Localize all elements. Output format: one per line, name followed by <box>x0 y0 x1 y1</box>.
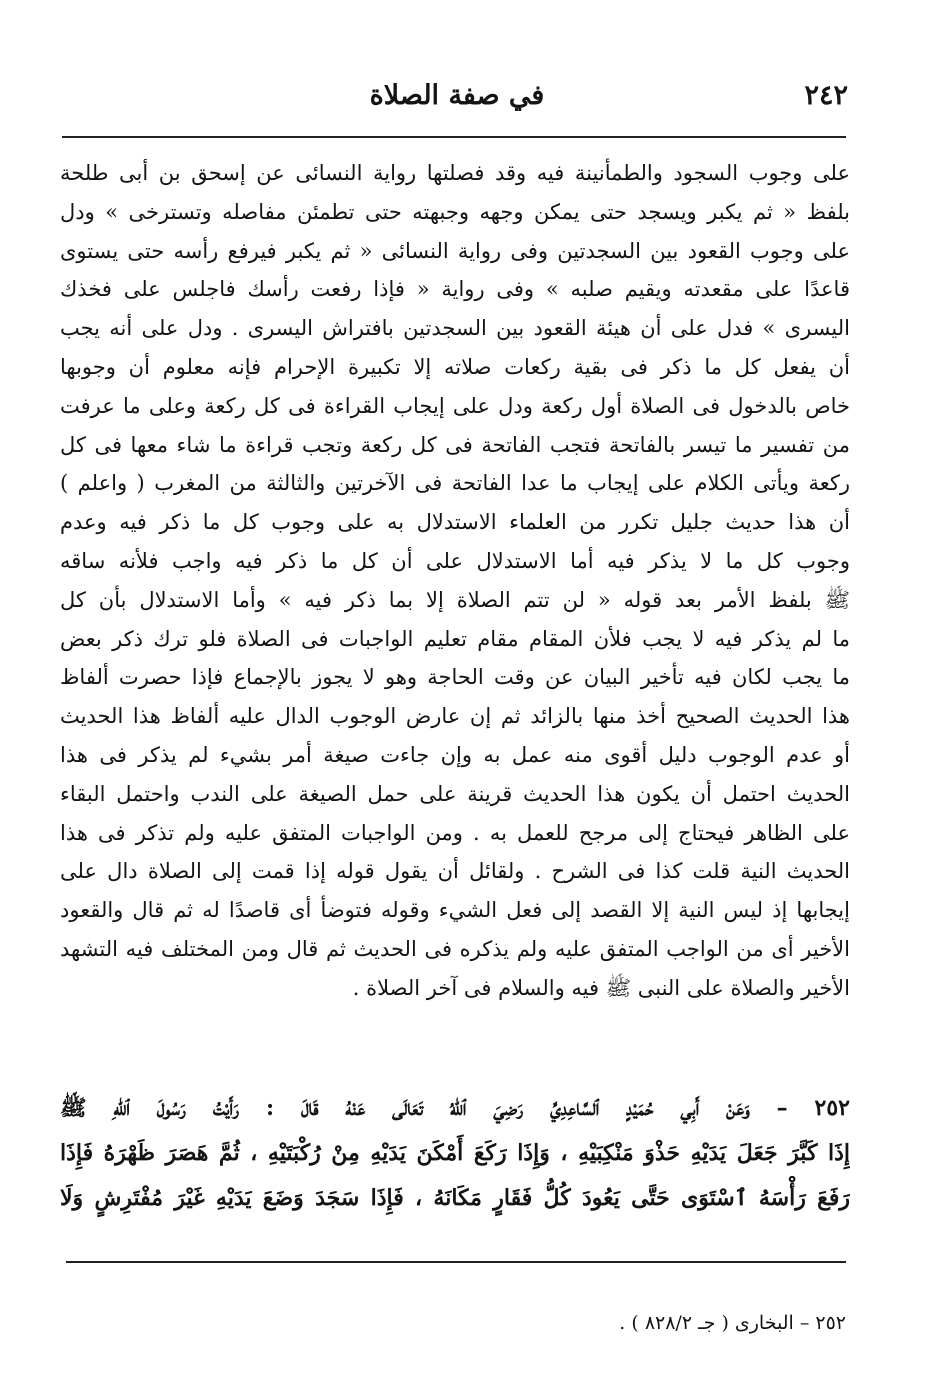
text-line: الأخير والصلاة على النبى ﷺ فيه والسلام فى آخر الصلاة . <box>352 975 850 1000</box>
text-line: هذا الحديث الصحيح أخذ منها بالزائد ثم إن عارض الوجوب الدال عليه ألفاظ هذا الحديث <box>60 704 850 729</box>
hadith-line: ٢٥٢ – وَعَنْ أَبِي حُمَيْدٍ ٱلسَّاعِدِيِّ رَضِيَ ٱللّٰهُ تَعَالَى عَنْهُ قَالَ : رَأَيْتُ رَسُولَ ٱللّٰهِ ﷺ <box>60 1095 850 1121</box>
text-line: إيجابها إذ ليس النية إلا القصد إلى فعل الشيء وقوله فتوضأ أى قاصدًا له ثم قال والقعود <box>60 898 850 923</box>
text-line: أو عدم الوجوب دليل أقوى منه عمل به وإن جاءت صيغة أمر بشيء لم يذكر فى هذا <box>60 742 850 767</box>
text-line: اليسرى » فدل على أن هيئة القعود بين السجدتين بافتراش اليسرى . ودل على أنه يجب <box>60 316 850 341</box>
text-line: بلفظ « ثم يكبر ويسجد حتى يمكن وجهه وجبهته حتى تطمئن مفاصله وتسترخى » ودل <box>60 199 850 224</box>
text-line: ما لم يذكر فيه لا يجب فلأن المقام مقام تعليم الواجبات فى الصلاة فلو ترك ذكر بعض <box>60 626 850 651</box>
hadith-text <box>60 1086 850 1221</box>
text-line: الحديث النية قلت كذا فى الشرح . ولقائل أن يقول قوله إذا قمت إلى الصلاة دال على <box>60 859 850 884</box>
text-line: ما يجب لكان فيه تأخير البيان عن وقت الحاجة وهو لا يجوز بالإجماع فإذا حصرت ألفاظ <box>60 665 850 690</box>
text-line: على الظاهر فيحتاج إلى مرجح للعمل به . ومن الواجبات المتفق عليه ولم تذكر فى هذا <box>60 820 850 845</box>
commentary-text <box>60 154 850 1008</box>
text-line: من تفسير ما تيسر بالفاتحة فتجب الفاتحة فى كل ركعة وتجب قراءة ما شاء معها فى كل <box>60 432 850 457</box>
header-divider <box>62 136 846 138</box>
page-number: ٢٤٢ <box>804 80 848 111</box>
text-line: الأخير أى من الواجب المتفق عليه ولم يذكره فى الحديث ثم قال ومن المختلف فيه التشهد <box>60 936 850 961</box>
text-line: ركعة ويأتى الكلام على إيجاب ما عدا الفاتحة فى الآخرتين والثالثة من المغرب ( واعلم ) <box>60 471 850 496</box>
text-line: ﷺ بلفظ الأمر بعد قوله « لن تتم الصلاة إلا بما ذكر فيه » وأما الاستدلال بأن كل <box>60 587 850 612</box>
page-header <box>66 78 848 122</box>
text-line: على وجوب القعود بين السجدتين وفى رواية النسائى « ثم يكبر فيرفع رأسه حتى يستوى <box>60 238 850 263</box>
running-title: في صفة الصلاة <box>369 80 545 111</box>
text-line: قاعدًا على مقعدته ويقيم صلبه » وفى رواية « فإذا رفعت رأسك فاجلس على فخذك <box>60 277 850 302</box>
text-line: على وجوب السجود والطمأنينة فيه وقد فصلتها رواية النسائى عن إسحق بن أبى طلحة <box>60 161 850 185</box>
hadith-line: إِذَا كَبَّرَ جَعَلَ يَدَيْهِ حَذْوَ مَنْكِبَيْهِ ، وَإِذَا رَكَعَ أَمْكَنَ يَدَيْهِ مِنْ رُكْبَتَيْهِ ، ثُمَّ هَصَرَ ظَهْرَهُ فَإِذَا <box>60 1140 850 1166</box>
footnote: ٢٥٢ – البخارى ( جـ ٨٢٨/٢ ) . <box>619 1312 846 1334</box>
text-line: خاص بالدخول فى الصلاة أول ركعة ودل على إيجاب القراءة فى كل ركعة وعلى ما عرفت <box>60 393 850 418</box>
text-line: أن هذا حديث جليل تكرر من العلماء الاستدلال به على وجوب كل ما ذكر فيه وعدم <box>60 510 850 535</box>
text-line: أن يفعل كل ما ذكر فى بقية ركعات صلاته إلا تكبيرة الإحرام فإنه معلوم أن وجوبها <box>60 354 850 379</box>
text-line: وجوب كل ما لا يذكر فيه أما الاستدلال على أن كل ما ذكر فيه واجب فلأنه ساقه <box>60 548 850 573</box>
hadith-line: رَفَعَ رَأْسَهُ ٱسْتَوَى حَتَّى يَعُودَ كُلُّ فَقَارٍ مَكَانَهُ ، فَإِذَا سَجَدَ وَضَعَ يَدَيْهِ غَيْرَ مُفْتَرِشٍ وَلَا <box>60 1185 850 1211</box>
footnote-divider <box>66 1261 846 1263</box>
text-line: الحديث احتمل أن يكون هذا الحديث قرينة على حمل الصيغة على الندب واحتمل البقاء <box>60 781 850 806</box>
